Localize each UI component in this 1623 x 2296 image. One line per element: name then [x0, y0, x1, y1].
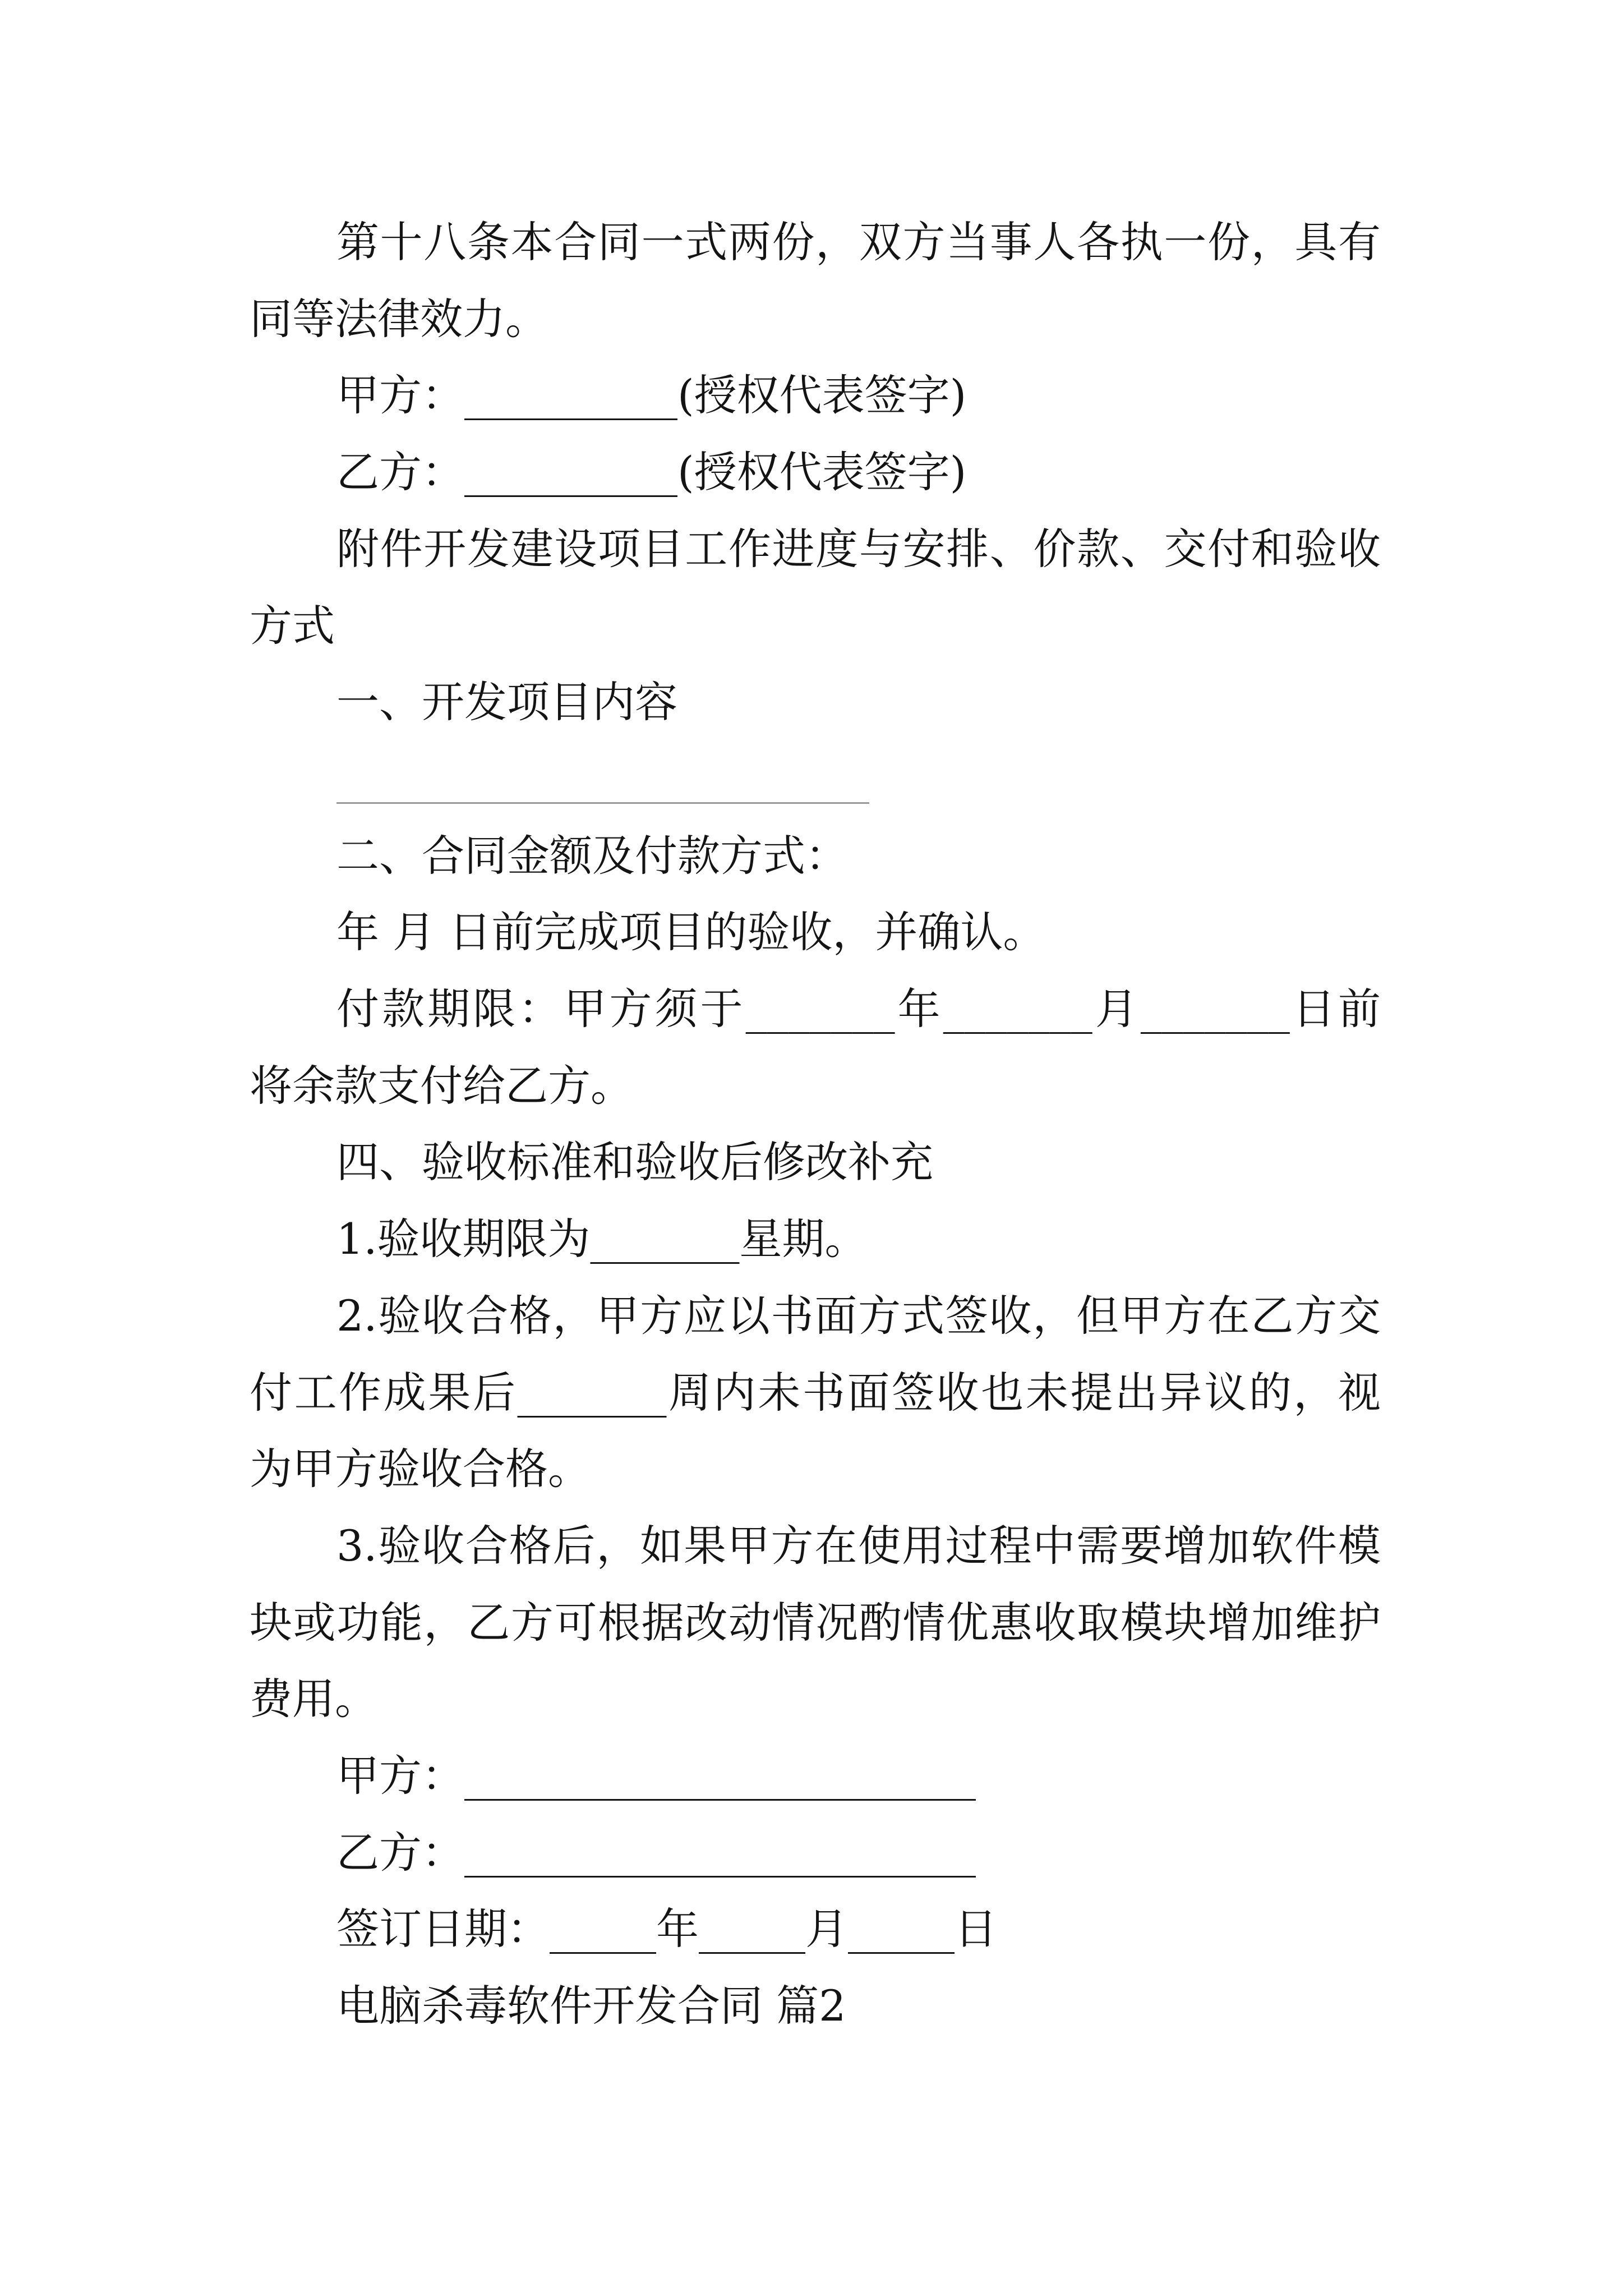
annex-title-line-1: 附件开发建设项目工作进度与安排、价款、交付和验收 — [336, 523, 1381, 574]
party-a-final-line: 甲方：________________________ — [336, 1751, 976, 1801]
document-body — [250, 204, 1381, 2045]
signing-date-line: 签订日期：_____年_____月_____日 — [336, 1904, 997, 1954]
item-3-line-1: 3.验收合格后，如果甲方在使用过程中需要增加软件模 — [336, 1520, 1381, 1571]
article-18-line-2: 同等法律效力。 — [250, 293, 548, 344]
section-1-blank-line: _________________________ — [336, 753, 869, 804]
party-b-signature-line: 乙方：__________(授权代表签字) — [336, 447, 967, 498]
item-1-line: 1.验收期限为_______星期。 — [336, 1214, 868, 1264]
section-1-heading: 一、开发项目内容 — [336, 677, 677, 728]
section-4-heading: 四、验收标准和验收后修改补充 — [336, 1137, 933, 1188]
payment-term-line-2: 将余款支付给乙方。 — [250, 1060, 633, 1111]
annex-title-line-2: 方式 — [250, 600, 335, 651]
payment-term-line-1: 付款期限：甲方须于_______年_______月_______日前 — [336, 984, 1381, 1034]
article-18-line-1: 第十八条本合同一式两份，双方当事人各执一份，具有 — [336, 217, 1381, 267]
acceptance-date-line: 年 月 日前完成项目的验收，并确认。 — [336, 907, 1046, 958]
item-2-line-1: 2.验收合格，甲方应以书面方式签收，但甲方在乙方交 — [336, 1290, 1381, 1341]
section-2-heading: 二、合同金额及付款方式： — [336, 830, 848, 881]
next-contract-title: 电脑杀毒软件开发合同 篇2 — [336, 1981, 846, 2031]
item-2-line-2: 付工作成果后_______周内未书面签收也未提出异议的，视 — [250, 1367, 1381, 1418]
item-2-line-3: 为甲方验收合格。 — [250, 1444, 591, 1494]
party-b-final-line: 乙方：________________________ — [336, 1827, 976, 1878]
item-3-line-3: 费用。 — [250, 1674, 377, 1724]
item-3-line-2: 块或功能，乙方可根据改动情况酌情优惠收取模块增加维护 — [250, 1597, 1381, 1648]
party-a-signature-line: 甲方：__________(授权代表签字) — [336, 370, 967, 421]
